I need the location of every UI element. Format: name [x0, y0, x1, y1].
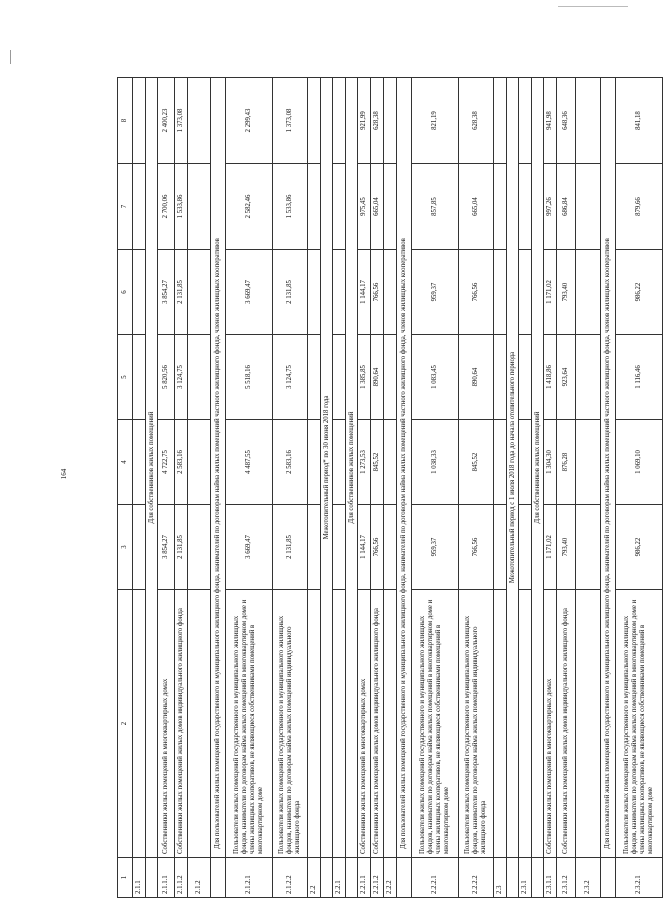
row-code: [211, 858, 226, 898]
value-cell: 2 299,43: [226, 78, 273, 164]
value-cell: [576, 78, 601, 164]
section-title: Межотопительный период с 1 июля 2018 года до начала отопительного периода: [507, 78, 519, 858]
value-cell: 1 069,10: [616, 420, 663, 505]
value-cell: 1 116,46: [616, 335, 663, 420]
value-cell: 1 083,45: [412, 335, 459, 420]
row-code: 2.1.1.1: [158, 858, 175, 898]
value-cell: [308, 78, 321, 164]
value-cell: 1 304,30: [544, 420, 557, 505]
value-cell: 997,26: [544, 164, 557, 250]
row-code: 2.3: [494, 858, 507, 898]
row-label: Собственники жилых помещений жилых домов индивидуального жилищного фонда: [175, 590, 188, 858]
value-cell: 5 820,56: [158, 335, 175, 420]
value-cell: [133, 78, 146, 164]
column-number: 6: [118, 250, 133, 335]
row-code: 2.2: [308, 858, 321, 898]
value-cell: 3 669,47: [226, 505, 273, 590]
value-cell: 975,45: [358, 164, 371, 250]
value-cell: 959,37: [412, 250, 459, 335]
section-header-row: [532, 78, 544, 898]
table-row: [576, 78, 601, 898]
row-label: Собственники жилых помещений в многоквартирных домах: [544, 590, 557, 858]
row-label: Собственники жилых помещений жилых домов индивидуального жилищного фонда: [557, 590, 576, 858]
table-row: [158, 78, 175, 898]
value-cell: 821,19: [412, 78, 459, 164]
value-cell: 766,56: [371, 505, 384, 590]
row-code: 2.3.2.1: [616, 858, 663, 898]
row-label: [494, 590, 507, 858]
table-row: [371, 78, 384, 898]
value-cell: [519, 78, 532, 164]
row-code: [321, 858, 333, 898]
table-row: [616, 78, 663, 898]
value-cell: [576, 335, 601, 420]
value-cell: [519, 420, 532, 505]
value-cell: [576, 420, 601, 505]
tariff-table: [117, 77, 663, 898]
row-code: 2.3.1: [519, 858, 532, 898]
value-cell: [494, 420, 507, 505]
row-label: [308, 590, 321, 858]
value-cell: 986,22: [616, 505, 663, 590]
row-label: [384, 590, 397, 858]
value-cell: 1 171,02: [544, 505, 557, 590]
value-cell: [308, 250, 321, 335]
value-cell: 3 124,75: [273, 335, 308, 420]
value-cell: [494, 505, 507, 590]
value-cell: 628,38: [371, 78, 384, 164]
value-cell: [494, 164, 507, 250]
row-code: [532, 858, 544, 898]
value-cell: 1 171,02: [544, 250, 557, 335]
value-cell: 793,40: [557, 505, 576, 590]
row-code: [507, 858, 519, 898]
table-body: [118, 78, 663, 898]
value-cell: 793,40: [557, 250, 576, 335]
column-number: 3: [118, 505, 133, 590]
row-code: 2.3.1.1: [544, 858, 557, 898]
value-cell: 857,85: [412, 164, 459, 250]
value-cell: [519, 250, 532, 335]
row-code: [601, 858, 616, 898]
value-cell: [333, 505, 346, 590]
value-cell: [576, 164, 601, 250]
value-cell: 766,56: [371, 250, 384, 335]
row-label: Собственники жилых помещений в многоквартирных домах: [158, 590, 175, 858]
table-row: [459, 78, 494, 898]
value-cell: 1 418,86: [544, 335, 557, 420]
section-header-row: [321, 78, 333, 898]
group-title: Для пользователей жилых помещений государственного и муниципального жилищного фонда, нанимателей по договорам найма жилых помещений частного жилищного фонда, членов жилищных кооперативов: [211, 78, 226, 858]
value-cell: [494, 250, 507, 335]
row-code: 2.2.1: [333, 858, 346, 898]
value-cell: 1 038,33: [412, 420, 459, 505]
value-cell: [308, 420, 321, 505]
group-header-row: [601, 78, 616, 898]
row-code: 2.3.2: [576, 858, 601, 898]
value-cell: 1 273,53: [358, 420, 371, 505]
value-cell: 876,28: [557, 420, 576, 505]
value-cell: 2 131,85: [273, 250, 308, 335]
value-cell: [133, 505, 146, 590]
value-cell: 2 700,06: [158, 164, 175, 250]
value-cell: [188, 78, 211, 164]
value-cell: [333, 250, 346, 335]
column-number-row: [118, 78, 133, 898]
column-number: 8: [118, 78, 133, 164]
row-label: Пользователи жилых помещений государственного и муниципального жилищных фондов, наниматели по договорам найма жилых помещений индивидуального жилищного фонда: [459, 590, 494, 858]
group-title: Для пользователей жилых помещений государственного и муниципального жилищного фонда, нанимателей по договорам найма жилых помещений частного жилищного фонда, членов жилищных кооперативов: [601, 78, 616, 858]
value-cell: [494, 335, 507, 420]
value-cell: [576, 250, 601, 335]
value-cell: 648,36: [557, 78, 576, 164]
row-code: 2.2.1.2: [371, 858, 384, 898]
row-code: 2.1.2.2: [273, 858, 308, 898]
value-cell: [384, 335, 397, 420]
row-label: [188, 590, 211, 858]
value-cell: [188, 420, 211, 505]
section-title: Для собственников жилых помещений: [146, 78, 158, 858]
value-cell: 879,66: [616, 164, 663, 250]
row-code: [397, 858, 412, 898]
section-header-row: [507, 78, 519, 898]
group-title: Для пользователей жилых помещений государственного и муниципального жилищного фонда, нанимателей по договорам найма жилых помещений частного жилищного фонда, членов жилищных кооперативов: [397, 78, 412, 858]
page-number: 164: [60, 468, 68, 480]
row-label: [333, 590, 346, 858]
value-cell: [576, 505, 601, 590]
column-number: 1: [118, 858, 133, 898]
value-cell: [188, 335, 211, 420]
value-cell: 845,52: [371, 420, 384, 505]
rotated-table-container: [117, 78, 654, 898]
table-row: [557, 78, 576, 898]
value-cell: [519, 335, 532, 420]
value-cell: [308, 164, 321, 250]
value-cell: 3 124,75: [175, 335, 188, 420]
table-row: [273, 78, 308, 898]
value-cell: [384, 420, 397, 505]
value-cell: 1 144,17: [358, 250, 371, 335]
row-code: [146, 858, 158, 898]
value-cell: [133, 335, 146, 420]
row-code: 2.1.2.1: [226, 858, 273, 898]
value-cell: 766,56: [459, 250, 494, 335]
value-cell: [519, 505, 532, 590]
row-code: 2.2.1.1: [358, 858, 371, 898]
column-number: 2: [118, 590, 133, 858]
row-code: 2.1.1: [133, 858, 146, 898]
row-code: 2.1.1.2: [175, 858, 188, 898]
table-row: [519, 78, 532, 898]
value-cell: 923,64: [557, 335, 576, 420]
value-cell: [333, 420, 346, 505]
value-cell: 4 722,75: [158, 420, 175, 505]
row-label: Собственники жилых помещений жилых домов индивидуального жилищного фонда: [371, 590, 384, 858]
value-cell: [188, 505, 211, 590]
table-row: [188, 78, 211, 898]
value-cell: 1 533,86: [175, 164, 188, 250]
row-code: 2.2.2.1: [412, 858, 459, 898]
value-cell: 3 854,27: [158, 505, 175, 590]
value-cell: 2 583,16: [273, 420, 308, 505]
value-cell: 1 373,08: [175, 78, 188, 164]
group-header-row: [211, 78, 226, 898]
row-label: Пользователи жилых помещений государственного и муниципального жилищных фондов, наниматели по договорам найма жилых помещений в многоквартирном доме и члены жилищных кооперативов, не являющиеся собственниками помещений в многоквартирном доме: [616, 590, 663, 858]
table-row: [175, 78, 188, 898]
value-cell: [384, 78, 397, 164]
value-cell: [494, 78, 507, 164]
table-row: [412, 78, 459, 898]
column-number: 7: [118, 164, 133, 250]
value-cell: [519, 164, 532, 250]
value-cell: 2 131,85: [175, 250, 188, 335]
row-code: 2.2.2: [384, 858, 397, 898]
value-cell: [133, 250, 146, 335]
value-cell: [384, 250, 397, 335]
value-cell: 1 385,85: [358, 335, 371, 420]
value-cell: 2 131,85: [273, 505, 308, 590]
value-cell: 665,04: [459, 164, 494, 250]
section-title: Межотопительный период* по 30 июня 2018 года: [321, 78, 333, 858]
value-cell: [308, 335, 321, 420]
value-cell: [333, 335, 346, 420]
row-code: 2.3.1.2: [557, 858, 576, 898]
row-label: [576, 590, 601, 858]
table-row: [384, 78, 397, 898]
table-row: [358, 78, 371, 898]
value-cell: 4 487,55: [226, 420, 273, 505]
column-number: 4: [118, 420, 133, 505]
section-title: Для собственников жилых помещений: [532, 78, 544, 858]
table-row: [494, 78, 507, 898]
value-cell: 921,99: [358, 78, 371, 164]
table-row: [226, 78, 273, 898]
value-cell: 1 533,86: [273, 164, 308, 250]
value-cell: 1 373,08: [273, 78, 308, 164]
table-row: [133, 78, 146, 898]
section-header-row: [146, 78, 158, 898]
value-cell: [133, 420, 146, 505]
value-cell: 686,84: [557, 164, 576, 250]
row-label: Пользователи жилых помещений государственного и муниципального жилищных фондов, наниматели по договорам найма жилых помещений индивидуального жилищного фонда: [273, 590, 308, 858]
value-cell: 3 669,47: [226, 250, 273, 335]
value-cell: [333, 164, 346, 250]
value-cell: 986,22: [616, 250, 663, 335]
section-header-row: [346, 78, 358, 898]
value-cell: 959,37: [412, 505, 459, 590]
value-cell: [333, 78, 346, 164]
value-cell: 665,04: [371, 164, 384, 250]
row-label: Собственники жилых помещений в многоквартирных домах: [358, 590, 371, 858]
value-cell: 2 582,46: [226, 164, 273, 250]
value-cell: 845,52: [459, 420, 494, 505]
value-cell: 766,56: [459, 505, 494, 590]
table-row: [333, 78, 346, 898]
corner-mark: [558, 6, 628, 7]
row-label: Пользователи жилых помещений государственного и муниципального жилищных фондов, наниматели по договорам найма жилых помещений в многоквартирном доме и члены жилищных кооперативов, не являющиеся собственниками помещений в многоквартирном доме: [226, 590, 273, 858]
value-cell: 628,38: [459, 78, 494, 164]
value-cell: [384, 505, 397, 590]
column-number: 5: [118, 335, 133, 420]
row-code: 2.2.2.2: [459, 858, 494, 898]
value-cell: [133, 164, 146, 250]
value-cell: 5 518,16: [226, 335, 273, 420]
value-cell: 890,64: [459, 335, 494, 420]
value-cell: [384, 164, 397, 250]
value-cell: 2 400,23: [158, 78, 175, 164]
value-cell: 1 144,17: [358, 505, 371, 590]
row-label: [133, 590, 146, 858]
table-row: [308, 78, 321, 898]
value-cell: [188, 250, 211, 335]
value-cell: 890,64: [371, 335, 384, 420]
row-label: [519, 590, 532, 858]
value-cell: 2 583,16: [175, 420, 188, 505]
row-label: Пользователи жилых помещений государственного и муниципального жилищных фондов, наниматели по договорам найма жилых помещений в многоквартирном доме и члены жилищных кооперативов, не являющиеся собственниками помещений в многоквартирном доме: [412, 590, 459, 858]
row-code: [346, 858, 358, 898]
row-code: 2.1.2: [188, 858, 211, 898]
group-header-row: [397, 78, 412, 898]
value-cell: [188, 164, 211, 250]
value-cell: 3 854,27: [158, 250, 175, 335]
table-row: [544, 78, 557, 898]
value-cell: 2 131,85: [175, 505, 188, 590]
value-cell: [308, 505, 321, 590]
value-cell: 941,98: [544, 78, 557, 164]
section-title: Для собственников жилых помещений: [346, 78, 358, 858]
value-cell: 841,18: [616, 78, 663, 164]
margin-mark: [10, 50, 11, 64]
